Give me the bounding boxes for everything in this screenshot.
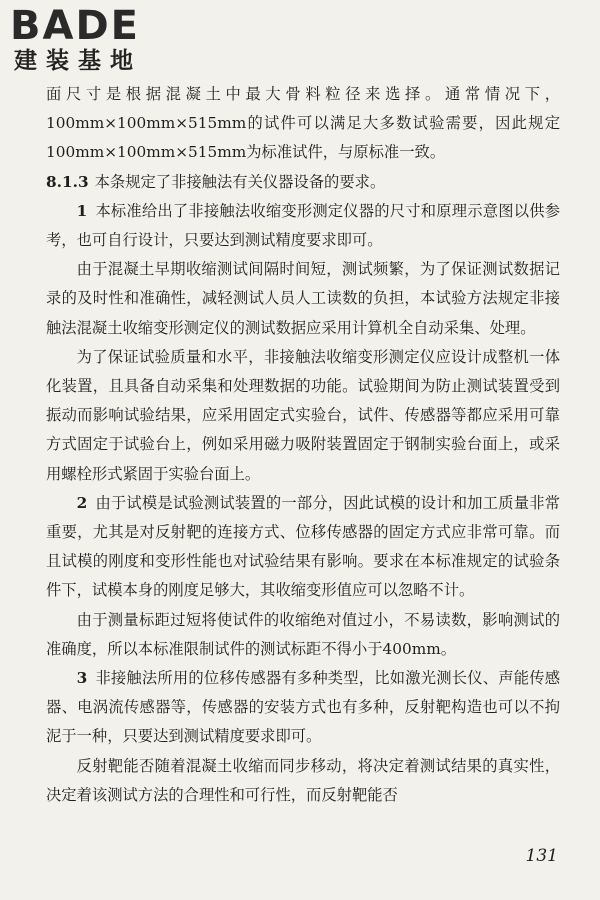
logo-subtext: 建装基地 [14, 48, 142, 74]
list-item [46, 664, 560, 752]
paragraph: 面尺寸是根据混凝土中最大骨料粒径来选择。通常情况下，100mm×100mm×515mm的试件可以满足大多数试验需要，因此规定100mm×100mm×515mm为标准试件，与原标准一致。 [46, 85, 560, 162]
item-text: 非接触法所用的位移传感器有多种类型，比如激光测长仪、声能传感器、电涡流传感器等，传感器的安装方式也有多种，反射靶构造也可以不拘泥于一种，只要达到测试精度要求即可。 [46, 669, 560, 746]
paragraph: 由于混凝土早期收缩测试间隔时间短，测试频繁，为了保证测试数据记录的及时性和准确性，减轻测试人员人工读数的负担，本试验方法规定非接触法混凝土收缩变形测定仪的测试数据应采用计算机全自动采集、处理。 [46, 260, 560, 337]
item-text: 由于试模是试验测试装置的一部分，因此试模的设计和加工质量非常重要，尤其是对反射靶的连接方式、位移传感器的固定方式应非常可靠。而且试模的刚度和变形性能也对试验结果有影响。要求在本标准规定的试验条件下，试模本身的刚度足够大，其收缩变形值应可以忽略不计。 [46, 493, 560, 600]
item-text: 本标准给出了非接触法收缩变形测定仪器的尺寸和原理示意图以供参考，也可自行设计，只要达到测试精度要求即可。 [46, 201, 560, 250]
brand-logo [10, 3, 180, 74]
section-number: 8.1.3 [46, 172, 89, 191]
paragraph: 由于测量标距过短将使试件的收缩绝对值过小，不易读数，影响测试的准确度，所以本标准限制试件的测试标距不得小于400mm。 [46, 610, 560, 658]
page-number: 131 [525, 846, 558, 866]
paragraph: 为了保证试验质量和水平，非接触法收缩变形测定仪应设计成整机一体化装置，且具备自动采集和处理数据的功能。试验期间为防止测试装置受到振动而影响试验结果，应采用固定式实验台，试件、传感器等都应采用可靠方式固定于试验台上，例如采用磁力吸附装置固定于钢制实验台面上，或采用螺栓形式紧固于实验台面上。 [46, 347, 560, 483]
item-number: 2 [76, 493, 88, 512]
list-item [46, 489, 560, 606]
section-text: 本条规定了非接触法有关仪器设备的要求。 [94, 172, 386, 191]
section-heading [46, 168, 560, 197]
page-content [46, 80, 560, 810]
item-number: 3 [76, 669, 88, 688]
item-number: 1 [76, 201, 88, 220]
list-item [46, 197, 560, 255]
logo-text: BADE [10, 3, 140, 49]
paragraph: 反射靶能否随着混凝土收缩而同步移动，将决定着测试结果的真实性，决定着该测试方法的合理性和可行性，而反射靶能否 [46, 756, 560, 804]
